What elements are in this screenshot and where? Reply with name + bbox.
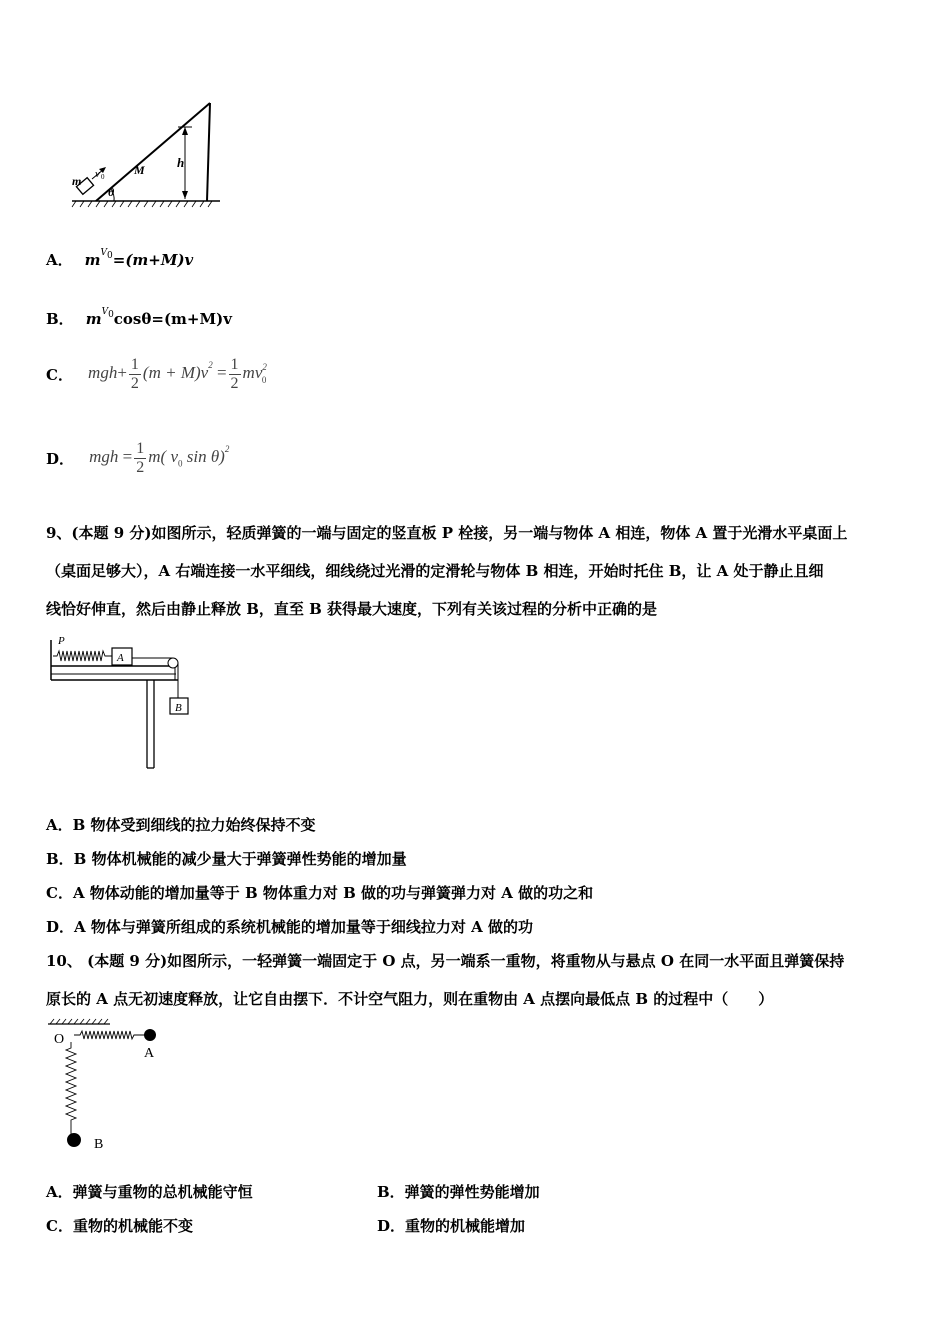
label-B: B bbox=[175, 702, 182, 714]
slope-figure bbox=[62, 95, 227, 215]
option-b-mass: m bbox=[85, 310, 102, 328]
pendulum-spring-figure bbox=[44, 1016, 174, 1156]
q9-stem-line: （桌面足够大），A 右端连接一水平细线，细线绕过光滑的定滑轮与物体 B 相连，开始时托住 B，让 A 处于静止且细 bbox=[46, 562, 824, 580]
option-d-formula: mgh = $\frac{1}{2}$ m( $v_0$ sin θ)$^2$ bbox=[89, 440, 230, 476]
q8-option-b bbox=[46, 307, 232, 329]
q9-option-a: A．B 物体受到细线的拉力始终保持不变 bbox=[46, 816, 316, 834]
spring-table-figure bbox=[44, 630, 204, 775]
label-theta: θ bbox=[108, 185, 115, 199]
option-a-v: V bbox=[100, 248, 108, 258]
label-h: h bbox=[177, 155, 185, 170]
option-b-rest: cosθ=(m+M)v bbox=[113, 310, 232, 328]
q10-option-b: B．弹簧的弹性势能增加 bbox=[377, 1183, 540, 1201]
q9-option-c: C．A 物体动能的增加量等于 B 物体重力对 B 做的功与弹簧弹力对 A 做的功之和 bbox=[46, 884, 594, 902]
option-a-mass: m bbox=[84, 251, 101, 269]
label-O: O bbox=[54, 1032, 65, 1047]
option-b-v: V bbox=[101, 307, 109, 317]
option-a-rest: =(m+M)v bbox=[112, 251, 194, 269]
q8-option-c bbox=[46, 356, 266, 393]
option-label: B． bbox=[46, 310, 74, 328]
label-v0-sub: 0 bbox=[101, 173, 105, 181]
q10-stem bbox=[46, 942, 916, 1018]
q9-option-d: D．A 物体与弹簧所组成的系统机械能的增加量等于细线拉力对 A 做的功 bbox=[46, 918, 533, 936]
q10-option-c: C．重物的机械能不变 bbox=[46, 1217, 193, 1235]
q8-option-d bbox=[46, 440, 229, 477]
q10-stem-line: 原长的 A 点无初速度释放，让它自由摆下．不计空气阻力，则在重物由 A 点摆向最低点 B 的过程中（ ） bbox=[46, 990, 774, 1008]
q10-option-d: D．重物的机械能增加 bbox=[377, 1217, 526, 1235]
label-B: B bbox=[94, 1137, 104, 1152]
label-M: M bbox=[134, 163, 145, 177]
q9-stem bbox=[46, 514, 916, 628]
label-P: P bbox=[58, 635, 65, 647]
q10-option-a: A．弹簧与重物的总机械能守恒 bbox=[46, 1183, 253, 1201]
label-A: A bbox=[144, 1046, 155, 1061]
q10-stem-line: 10、 (本题 9 分)如图所示，一轻弹簧一端固定于 O 点，另一端系一重物，将重物从与悬点 O 在同一水平面且弹簧保持 bbox=[46, 952, 845, 970]
label-m: m bbox=[72, 174, 82, 188]
option-label: D． bbox=[46, 450, 75, 468]
option-label: A． bbox=[46, 251, 73, 269]
option-c-formula: mgh+ $\frac{1}{2}$ $(m + M)v^2$ = $\frac{1}{2}$ $mv^2_0$ bbox=[88, 356, 267, 392]
option-label: C． bbox=[46, 366, 73, 384]
q8-option-a bbox=[46, 248, 193, 270]
label-v0: v bbox=[95, 168, 100, 180]
q9-stem-line: 线恰好伸直，然后由静止释放 B，直至 B 获得最大速度，下列有关该过程的分析中正确的是 bbox=[46, 600, 658, 618]
q9-stem-line: 9、(本题 9 分)如图所示，轻质弹簧的一端与固定的竖直板 P 栓接，另一端与物体 A 相连，物体 A 置于光滑水平桌面上 bbox=[46, 524, 848, 542]
q9-option-b: B．B 物体机械能的减少量大于弹簧弹性势能的增加量 bbox=[46, 850, 407, 868]
option-b-v-sub: 0 bbox=[108, 309, 114, 320]
option-a-v-sub: 0 bbox=[107, 250, 113, 261]
label-A: A bbox=[117, 652, 124, 664]
